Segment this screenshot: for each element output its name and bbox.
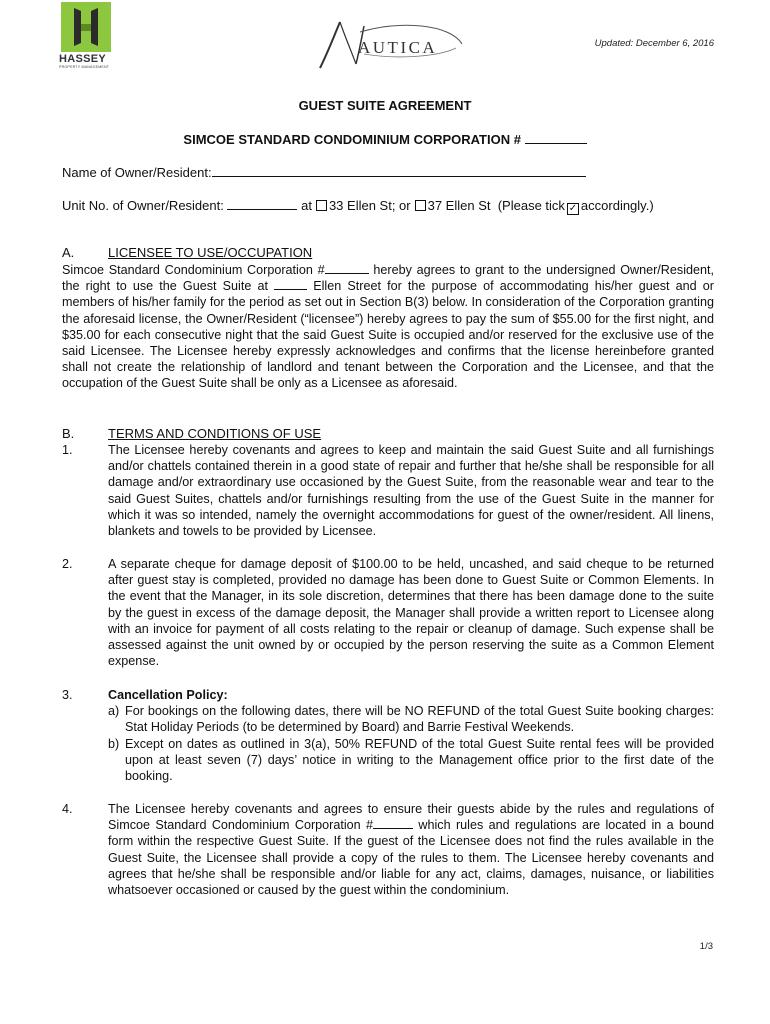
section-a-corp-number-field[interactable]	[325, 262, 369, 274]
item-2-number: 2.	[62, 557, 73, 571]
item-3a-text: For bookings on the following dates, there will be NO REFUND of the total Guest Suite booking charges: Stat Holiday Periods (to be determined by Board) and Barrie Festival Weekends.	[125, 704, 714, 735]
item-2-text: A separate cheque for damage deposit of $100.00 to be held, uncashed, and said cheque to be returned after guest stay is completed, provided no damage has been done to Guest Suite or Common Elements. In the event that the Manager, in its sole discretion, determines that there has been damage done to the suite by the guest in excess of the damage deposit, the Manager shall provide a written report to Licensee along with an invoice for payment of all costs relating to the repair or cleanup of damage. Such expense shall be assessed against the unit owned by or occupied by the person reserving the suite as a Common Element expense.	[108, 557, 714, 669]
unit-row	[62, 197, 654, 215]
item-3b	[108, 736, 714, 785]
section-a-heading	[62, 245, 312, 260]
section-a-letter: A.	[62, 245, 75, 260]
owner-name-field[interactable]	[212, 164, 586, 177]
tick-note-start: (Please tick	[497, 198, 565, 213]
unit-label: Unit No. of Owner/Resident:	[62, 198, 224, 213]
item-3-number: 3.	[62, 688, 73, 702]
section-a-suite-number-field[interactable]	[274, 278, 307, 290]
unit-at-label: at	[301, 198, 312, 213]
item-3b-text: Except on dates as outlined in 3(a), 50% REFUND of the total Guest Suite rental fees will be provided upon at least seven (7) days’ notice in writing to the Management office prior to the first date of the booking.	[125, 737, 714, 784]
item-1-number: 1.	[62, 443, 73, 457]
hassey-h-icon	[61, 2, 111, 52]
hassey-subtitle: PROPERTY MANAGEMENT	[59, 65, 110, 69]
owner-name-label: Name of Owner/Resident:	[62, 165, 212, 180]
checkbox-33-ellen[interactable]	[316, 200, 327, 211]
tick-note-end: accordingly.)	[580, 198, 654, 213]
option-37-ellen-label: 37 Ellen St	[427, 198, 491, 213]
item-3a-letter: a)	[108, 704, 120, 718]
item-4-number: 4.	[62, 802, 73, 816]
owner-name-row	[62, 164, 586, 180]
hassey-name: HASSEY	[59, 53, 107, 65]
item-1-text: The Licensee hereby covenants and agrees to keep and maintain the said Guest Suite and all furnishings and/or chattels contained therein in a good state of repair and further that he/she shall be responsible for all damage and/or extraordinary use occasioned by the Guest Suite, from the reasonable wear and tear to the said Guest Suites, chattels and/or furnishings resulting from the use of the Guest Suite in the manner for which it was so intended, namely the overnight accommodations for guest of the owner/resident. All linens, blankets and towels to be provided by Licensee.	[108, 443, 714, 539]
item-3b-letter: b)	[108, 737, 120, 751]
checkmark-icon: ✓	[568, 203, 578, 214]
document-title: GUEST SUITE AGREEMENT	[298, 98, 472, 113]
section-b-letter: B.	[62, 426, 75, 441]
option-33-ellen-label: 33 Ellen St; or	[328, 198, 411, 213]
updated-date: Updated: December 6, 2016	[594, 38, 714, 49]
section-b-heading	[62, 426, 321, 441]
section-b-title: TERMS AND CONDITIONS OF USE	[108, 426, 322, 441]
cancellation-policy-title: Cancellation Policy:	[108, 688, 228, 702]
unit-number-field[interactable]	[227, 197, 297, 210]
nautica-logo	[300, 18, 470, 74]
page-number: 1/3	[699, 941, 713, 952]
nautica-wordmark: AUTICA	[358, 38, 438, 57]
item-4-corp-number-field[interactable]	[373, 817, 413, 829]
hassey-logo-mark	[61, 2, 111, 52]
corporation-line	[0, 131, 770, 147]
section-a-text: Simcoe Standard Condominium Corporation # hereby agrees to grant to the undersigned Owner/Resident, the right to use the Guest Suite at Ellen Street for the purpose of accommodating his/her guest and or members of his/her family for the period as set out in Section B(3) below. In consideration of the Corporation granting the aforesaid license, the Owner/Resident (“licensee”) hereby agrees to pay the sum of $55.00 for the first night, and $35.00 for each consecutive night that the said Guest Suite is occupied and/or reserved for the exclusive use of the said Licensee. The Licensee hereby expressly acknowledges and confirms that the license hereinbefore granted shall not create the relationship of landlord and tenant between the Corporation and the Licensee, and that the occupation of the Guest Suite shall be only as a Licensee as aforesaid.	[62, 263, 714, 391]
corporation-label: SIMCOE STANDARD CONDOMINIUM CORPORATION #	[183, 132, 521, 147]
item-3a	[108, 703, 714, 736]
item-4-text: The Licensee hereby covenants and agrees to ensure their guests abide by the rules and regulations of Simcoe Standard Condominium Corporation # which rules and regulations are located in a bound form within the respective Guest Suite. If the guest of the Licensee does not find the rules available in the Guest Suite, the Licensee shall provide a copy of the rules to them. The Licensee hereby covenants and agrees that he/she shall be responsible and/or liable for any act, claims, damages, nuisance, or liabilities whatsoever occasioned or caused by the guest within the condominium.	[108, 802, 715, 898]
corporation-number-field[interactable]	[525, 131, 587, 144]
section-a-title: LICENSEE TO USE/OCCUPATION	[108, 245, 313, 260]
checkbox-37-ellen[interactable]	[415, 200, 426, 211]
hassey-logo	[59, 2, 113, 74]
